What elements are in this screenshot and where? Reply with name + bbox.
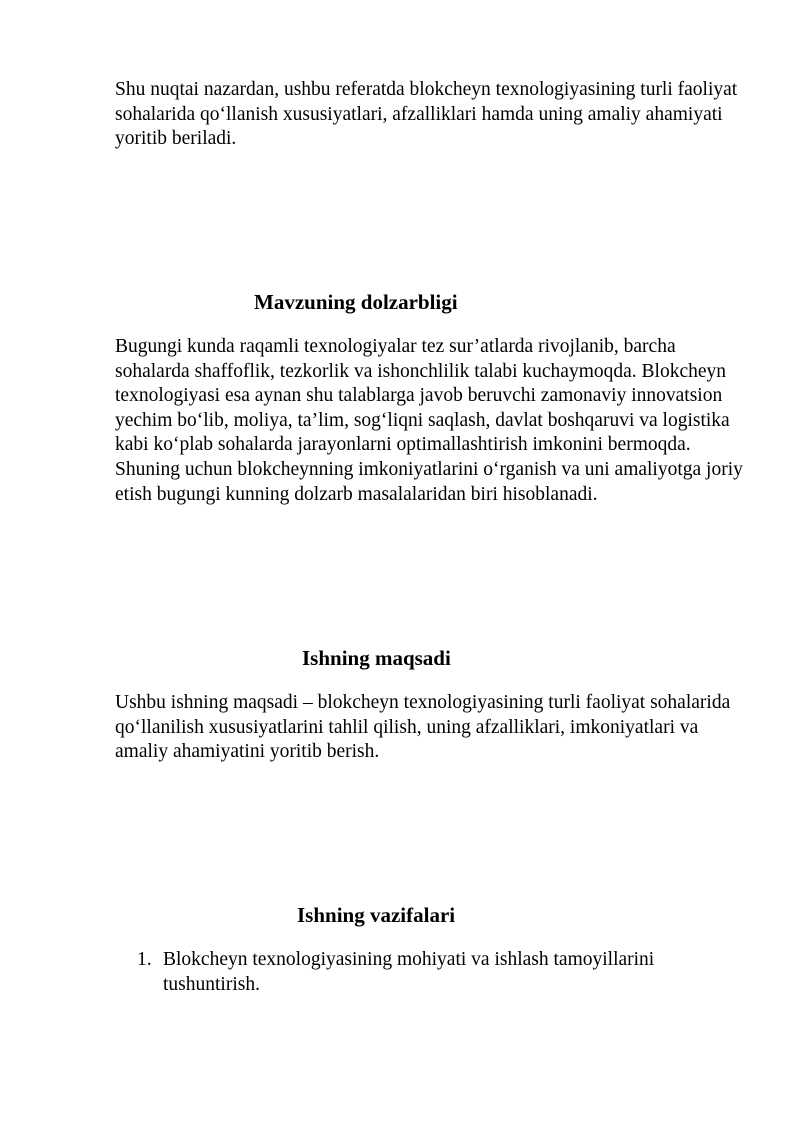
section-body-relevance: Bugungi kunda raqamli texnologiyalar tez sur’atlarda rivojlanib, barcha sohalarda shaffoflik, tezkorlik va ishonchlilik talabi kuchaymoqda. Blokcheyn texnologiyasi esa aynan shu talablarga javob beruvchi zamonaviy innovatsion yechim bo‘lib, moliya, ta’lim, sog‘liqni saqlash, davlat boshqaruvi va logistika kabi ko‘plab sohalarda jarayonlarni optimallashtirish imkonini bermoqda. Shuning uchun blokcheynning imkoniyatlarini o‘rganish va uni amaliyotga joriy etish bugungi kunning dolzarb masalalaridan biri hisoblanadi. <box>115 336 743 505</box>
intro-paragraph: Shu nuqtai nazardan, ushbu referatda blokcheyn texnologiyasining turli faoliyat sohalarida qo‘llanish xususiyatlari, afzalliklari hamda uning amaliy ahamiyati yoritib beriladi. <box>115 79 738 150</box>
list-item <box>115 948 745 997</box>
section-heading-tasks: Ishning vazifalari <box>297 903 456 927</box>
section-body-goal: Ushbu ishning maqsadi – blokcheyn texnologiyasining turli faoliyat sohalarida qo‘llanilish xususiyatlarini tahlil qilish, uning afzalliklari, imkoniyatlari va amaliy ahamiyatini yoritib berish. <box>115 692 731 763</box>
section-heading-goal: Ishning maqsadi <box>302 646 451 670</box>
section-heading-relevance: Mavzuning dolzarbligi <box>254 290 458 314</box>
list-item-text: Blokcheyn texnologiyasining mohiyati va ishlash tamoyillarini tushuntirish. <box>163 949 655 995</box>
list-item-number: 1. <box>137 949 152 970</box>
task-list <box>115 948 745 997</box>
